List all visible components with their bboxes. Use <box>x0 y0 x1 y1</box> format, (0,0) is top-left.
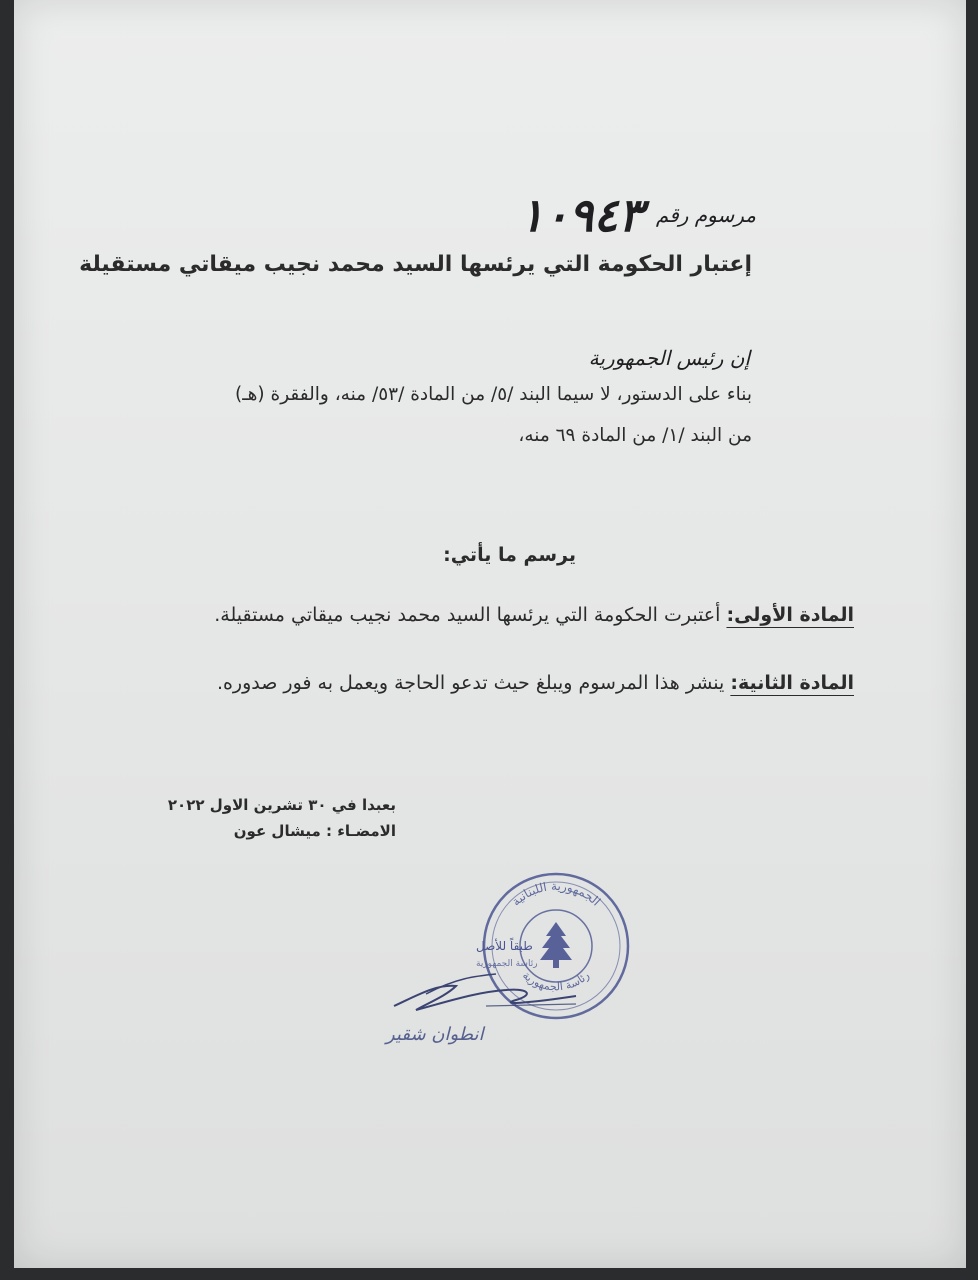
basis-line-1: بناء على الدستور، لا سيما البند /٥/ من المادة /٥٣/ منه، والفقرة (هـ) <box>235 384 752 405</box>
stamp-line-1: طبقاً للأصل <box>476 939 533 953</box>
article-1 <box>214 604 854 626</box>
minister-name: انطوان شقير <box>386 1024 484 1045</box>
handwritten-signature <box>386 966 586 1022</box>
decrees-heading: يرسم ما يأتي: <box>443 544 576 566</box>
article-2-text: ينشر هذا المرسوم ويبلغ حيث تدعو الحاجة ويعمل به فور صدوره. <box>216 672 731 694</box>
basis-line-2: من البند /١/ من المادة ٦٩ منه، <box>518 425 752 446</box>
article-2-label: المادة الثانية: <box>730 672 854 694</box>
cedar-icon <box>540 922 572 968</box>
article-1-label: المادة الأولى: <box>726 604 854 626</box>
decree-title: إعتبار الحكومة التي يرئسها السيد محمد نجيب ميقاتي مستقيلة <box>79 252 752 277</box>
place-date: بعبدا في ٣٠ تشرين الاول ٢٠٢٢ <box>167 796 396 814</box>
document-page <box>14 0 966 1268</box>
decree-number: ١٠٩٤٣ <box>519 188 643 242</box>
decree-label: مرسوم رقم <box>655 203 756 227</box>
seal-outer-text: الجمهورية اللبنانية <box>508 878 604 909</box>
article-1-text: أعتبرت الحكومة التي يرئسها السيد محمد نجيب ميقاتي مستقيلة. <box>214 604 727 626</box>
seal-inner-text: رئاسة الجمهورية <box>520 968 592 994</box>
president-line: إن رئيس الجمهورية <box>588 346 750 370</box>
decree-header <box>519 188 756 242</box>
signed-by: الامضـاء : ميشال عون <box>233 822 396 840</box>
article-2 <box>217 672 854 694</box>
stamp-line-2: رئاسة الجمهورية <box>476 959 538 969</box>
